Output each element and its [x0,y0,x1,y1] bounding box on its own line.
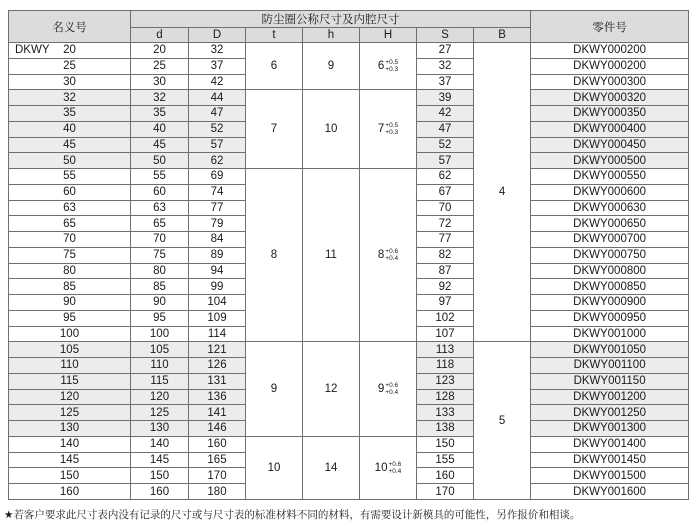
nominal-value: 100 [59,327,80,340]
cell-S: 133 [417,405,474,421]
cell-h: 9 [303,43,360,90]
tolerance-base: 10 [374,461,388,474]
nominal-cell [9,373,131,389]
tolerance-value [378,122,398,136]
nominal-value: 115 [60,375,79,388]
tolerance-value [378,382,398,396]
nominal-value: 120 [59,390,80,403]
cell-S: 57 [417,153,474,169]
nominal-value: 65 [63,217,76,230]
cell-B: 5 [474,342,531,500]
nominal-cell [9,468,131,484]
cell-d: 45 [131,137,189,153]
nominal-value: 105 [59,343,80,356]
part-number-cell: DKWY000850 [531,279,689,295]
cell-D: 62 [189,153,246,169]
tolerance-upper: +0.5 [385,122,399,130]
cell-D: 109 [189,310,246,326]
cell-H [360,43,417,90]
nominal-prefix: DKWY [15,44,50,57]
cell-D: 84 [189,232,246,248]
header-col-H: H [360,28,417,43]
cell-d: 115 [131,373,189,389]
cell-d: 110 [131,358,189,374]
cell-d: 25 [131,58,189,74]
tolerance-upper: +0.5 [385,59,399,67]
tolerance-lower: +0.3 [385,129,399,137]
tolerance-upper: +0.6 [385,382,399,389]
cell-d: 32 [131,90,189,106]
table-row [9,436,689,452]
cell-D: 77 [189,200,246,216]
nominal-cell [9,137,131,153]
nominal-cell [9,326,131,342]
nominal-value: 70 [63,233,76,246]
table-body [9,43,689,500]
cell-h: 14 [303,436,360,499]
cell-D: 131 [189,373,246,389]
nominal-value: 75 [63,249,76,262]
tolerance-lower: +0.4 [385,255,399,263]
nominal-cell [9,484,131,500]
nominal-cell [9,421,131,437]
cell-D: 136 [189,389,246,405]
nominal-cell [9,263,131,279]
cell-D: 99 [189,279,246,295]
cell-D: 146 [189,421,246,437]
tolerance-lower: +0.4 [385,389,399,396]
nominal-value: 130 [59,422,80,435]
cell-d: 40 [131,121,189,137]
cell-D: 42 [189,74,246,90]
part-number-cell: DKWY000300 [531,74,689,90]
cell-H [360,342,417,437]
nominal-value: 140 [59,438,80,451]
tolerance-stack [388,461,401,475]
nominal-value: 35 [63,107,76,120]
nominal-value: 60 [63,186,76,199]
part-number-cell: DKWY000400 [531,121,689,137]
cell-D: 44 [189,90,246,106]
cell-d: 80 [131,263,189,279]
cell-h: 12 [303,342,360,437]
cell-d: 120 [131,389,189,405]
nominal-cell [9,310,131,326]
nominal-cell [9,405,131,421]
cell-H [360,169,417,342]
nominal-value: 95 [63,312,76,325]
cell-S: 155 [417,452,474,468]
nominal-value: 110 [60,359,79,372]
nominal-value: 145 [59,453,80,466]
cell-D: 57 [189,137,246,153]
part-number-cell: DKWY001600 [531,484,689,500]
part-number-cell: DKWY001500 [531,468,689,484]
cell-S: 82 [417,247,474,263]
cell-S: 67 [417,184,474,200]
nominal-value: 32 [63,91,76,104]
nominal-value: 30 [63,75,76,88]
cell-S: 47 [417,121,474,137]
cell-H [360,436,417,499]
tolerance-value [378,59,398,73]
nominal-cell [9,153,131,169]
cell-d: 105 [131,342,189,358]
cell-d: 50 [131,153,189,169]
cell-D: 89 [189,247,246,263]
cell-d: 130 [131,421,189,437]
header-col-t: t [246,28,303,43]
cell-t: 7 [246,90,303,169]
cell-S: 97 [417,295,474,311]
cell-D: 52 [189,121,246,137]
cell-S: 70 [417,200,474,216]
part-number-cell: DKWY000700 [531,232,689,248]
nominal-value: 125 [59,406,80,419]
nominal-cell [9,358,131,374]
cell-D: 74 [189,184,246,200]
cell-D: 104 [189,295,246,311]
nominal-cell [9,216,131,232]
cell-d: 30 [131,74,189,90]
tolerance-stack [385,248,398,262]
cell-D: 37 [189,58,246,74]
part-number-cell: DKWY000950 [531,310,689,326]
header-col-h: h [303,28,360,43]
tolerance-upper: +0.6 [385,248,399,256]
cell-S: 92 [417,279,474,295]
nominal-cell [9,295,131,311]
cell-S: 170 [417,484,474,500]
table-row [9,43,689,59]
nominal-cell [9,436,131,452]
nominal-cell [9,90,131,106]
nominal-value: 40 [63,123,76,136]
cell-d: 70 [131,232,189,248]
cell-S: 77 [417,232,474,248]
part-number-cell: DKWY000800 [531,263,689,279]
part-number-cell: DKWY000350 [531,106,689,122]
cell-t: 10 [246,436,303,499]
part-number-cell: DKWY000900 [531,295,689,311]
tolerance-lower: +0.3 [385,66,399,74]
cell-t: 8 [246,169,303,342]
nominal-cell [9,200,131,216]
cell-S: 123 [417,373,474,389]
part-number-cell: DKWY000500 [531,153,689,169]
cell-D: 170 [189,468,246,484]
cell-D: 126 [189,358,246,374]
cell-S: 102 [417,310,474,326]
cell-d: 65 [131,216,189,232]
cell-d: 60 [131,184,189,200]
tolerance-base: 8 [377,249,385,262]
nominal-cell [9,169,131,185]
part-number-cell: DKWY001200 [531,389,689,405]
nominal-value: 45 [63,138,76,151]
cell-d: 63 [131,200,189,216]
cell-d: 160 [131,484,189,500]
cell-D: 121 [189,342,246,358]
cell-D: 160 [189,436,246,452]
nominal-cell [9,279,131,295]
part-number-cell: DKWY000630 [531,200,689,216]
part-number-cell: DKWY001400 [531,436,689,452]
nominal-value: 55 [63,170,76,183]
tolerance-value [378,248,398,262]
table-row [9,169,689,185]
cell-D: 180 [189,484,246,500]
part-number-cell: DKWY000200 [531,58,689,74]
nominal-cell [9,452,131,468]
cell-d: 35 [131,106,189,122]
cell-D: 32 [189,43,246,59]
nominal-value: 63 [63,201,76,214]
nominal-value: 20 [63,44,76,57]
tolerance-stack [385,59,398,73]
part-number-cell: DKWY000650 [531,216,689,232]
tolerance-stack [385,122,398,136]
part-number-cell: DKWY001000 [531,326,689,342]
part-number-cell: DKWY001250 [531,405,689,421]
nominal-cell [9,106,131,122]
cell-t: 6 [246,43,303,90]
cell-H [360,90,417,169]
tolerance-upper: +0.6 [388,460,402,468]
cell-D: 165 [189,452,246,468]
tolerance-base: 6 [377,60,385,73]
cell-d: 140 [131,436,189,452]
table-row [9,90,689,106]
cell-S: 138 [417,421,474,437]
nominal-cell [9,184,131,200]
cell-S: 62 [417,169,474,185]
nominal-cell [9,121,131,137]
nominal-cell [9,342,131,358]
header-col-D: D [189,28,246,43]
cell-d: 85 [131,279,189,295]
tolerance-lower: +0.4 [388,467,402,475]
nominal-value: 50 [63,154,76,167]
nominal-value: 80 [63,264,76,277]
cell-S: 160 [417,468,474,484]
cell-S: 27 [417,43,474,59]
part-number-cell: DKWY000750 [531,247,689,263]
nominal-cell [9,232,131,248]
cell-d: 100 [131,326,189,342]
table-row [9,342,689,358]
tolerance-stack [385,382,398,396]
cell-S: 113 [417,342,474,358]
header-col-d: d [131,28,189,43]
nominal-cell [9,389,131,405]
cell-S: 72 [417,216,474,232]
part-number-cell: DKWY001450 [531,452,689,468]
cell-S: 37 [417,74,474,90]
cell-t: 9 [246,342,303,437]
cell-d: 20 [131,43,189,59]
cell-S: 42 [417,106,474,122]
dimension-table [8,10,689,500]
cell-S: 107 [417,326,474,342]
header-col-S: S [417,28,474,43]
part-number-cell: DKWY000200 [531,43,689,59]
cell-h: 10 [303,90,360,169]
cell-d: 55 [131,169,189,185]
cell-d: 150 [131,468,189,484]
tolerance-value [375,461,402,475]
cell-D: 47 [189,106,246,122]
header-part-number: 零件号 [531,11,689,43]
cell-S: 150 [417,436,474,452]
part-number-cell: DKWY001300 [531,421,689,437]
cell-S: 52 [417,137,474,153]
cell-D: 141 [189,405,246,421]
part-number-cell: DKWY000320 [531,90,689,106]
footnote: ★若客户要求此尺寸表内没有记录的尺寸或与尺寸表的标准材料不同的材料，有需要设计新模具的可能性，另作报价和相谈。 [4,509,581,521]
part-number-cell: DKWY000600 [531,184,689,200]
cell-d: 95 [131,310,189,326]
cell-S: 118 [417,358,474,374]
part-number-cell: DKWY000450 [531,137,689,153]
nominal-cell [9,74,131,90]
nominal-cell [9,247,131,263]
nominal-cell [9,43,131,59]
cell-d: 75 [131,247,189,263]
cell-D: 94 [189,263,246,279]
tolerance-base: 9 [377,383,385,395]
cell-d: 145 [131,452,189,468]
cell-B: 4 [474,43,531,342]
nominal-value: 90 [63,296,76,309]
cell-S: 39 [417,90,474,106]
tolerance-base: 7 [377,123,385,136]
nominal-value: 160 [59,485,80,498]
cell-d: 90 [131,295,189,311]
cell-D: 79 [189,216,246,232]
header-col-B: B [474,28,531,43]
nominal-value: 85 [63,280,76,293]
cell-S: 87 [417,263,474,279]
cell-h: 11 [303,169,360,342]
nominal-value: 150 [59,469,80,482]
cell-d: 125 [131,405,189,421]
nominal-cell [9,58,131,74]
cell-D: 69 [189,169,246,185]
part-number-cell: DKWY000550 [531,169,689,185]
cell-S: 32 [417,58,474,74]
part-number-cell: DKWY001100 [531,358,689,374]
part-number-cell: DKWY001150 [531,373,689,389]
header-dimension-group: 防尘圈公称尺寸及内腔尺寸 [131,11,531,28]
cell-S: 128 [417,389,474,405]
header-nominal: 名义号 [9,11,131,43]
part-number-cell: DKWY001050 [531,342,689,358]
cell-D: 114 [189,326,246,342]
nominal-value: 25 [63,60,76,73]
